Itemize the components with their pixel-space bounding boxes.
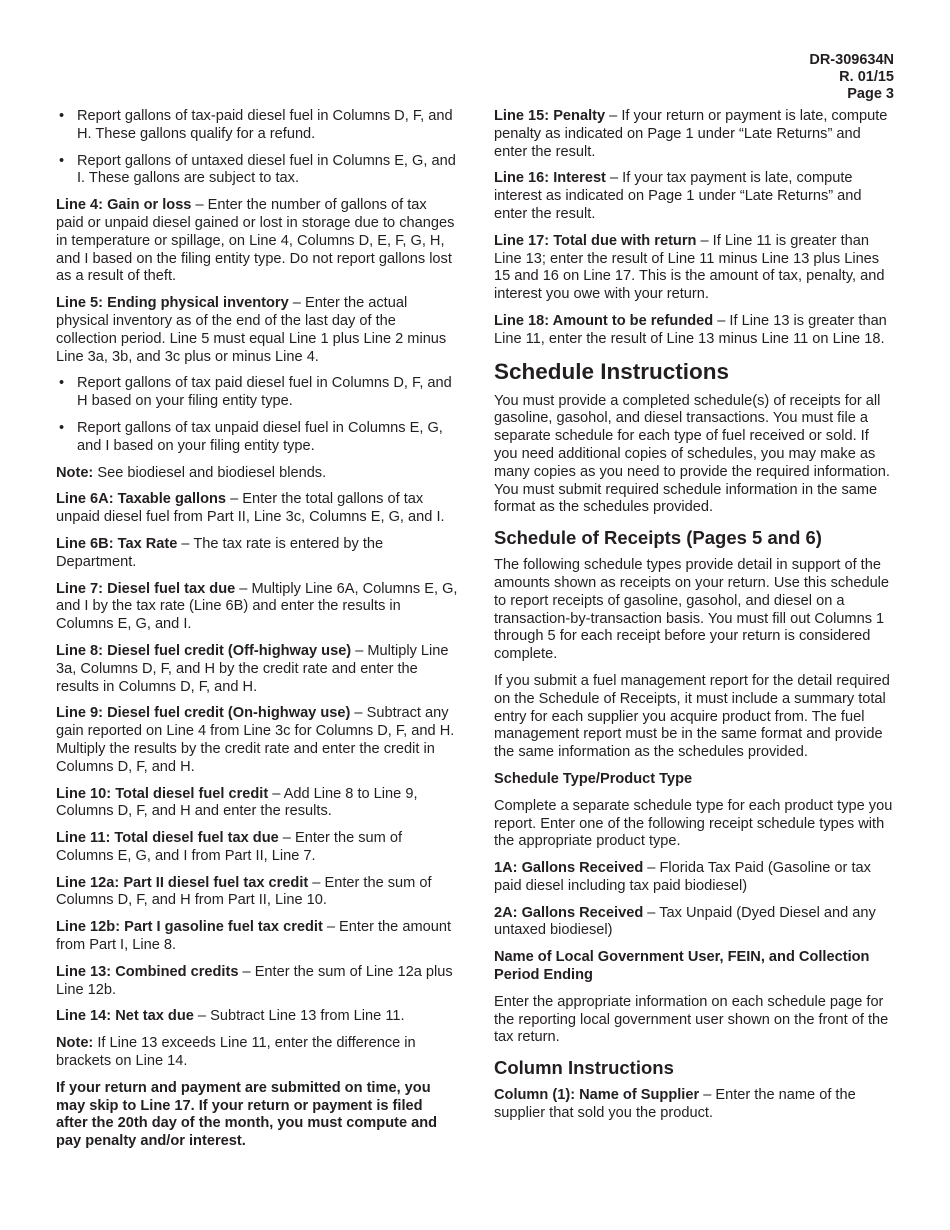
line12a-text: – Enter the sum of Columns D, F, and H from Part II, Line 10. [56, 874, 432, 909]
type-1a-paragraph [494, 860, 896, 896]
line16-text: – If your tax payment is late, compute interest as indicated on Page 1 under “Late Returns” and enter the result. [494, 170, 862, 222]
form-number: DR-309634N [809, 52, 894, 68]
line18-paragraph [494, 313, 896, 349]
column1-paragraph [494, 1087, 896, 1123]
line12b-paragraph [56, 919, 458, 955]
line15-label: Line 15: Penalty [494, 108, 606, 124]
line4-text: – Enter the number of gallons of tax paid or unpaid diesel gained or lost in storage due to changes in temperature or spillage, on Line 4, Columns D, E, F, G, H, and I based on the filing entity type. Do not report gallons lost as a result of theft. [56, 197, 455, 285]
type-2a-text: – Tax Unpaid (Dyed Diesel and any untaxed biodiesel) [494, 904, 876, 939]
type-2a-label: 2A: Gallons Received [494, 904, 644, 921]
line10-label: Line 10: Total diesel fuel credit [56, 785, 269, 802]
line13-text: – Enter the sum of Line 12a plus Line 12b. [56, 963, 453, 998]
note-biodiesel [56, 465, 458, 483]
schedule-instructions-heading: Schedule Instructions [494, 358, 730, 384]
penalty-notice: If your return and payment are submitted on time, you may skip to Line 17. If your return or payment is filed after the 20th day of the month, you must compute and pay penalty and/or interest. [56, 1079, 438, 1150]
note-line14 [56, 1035, 458, 1071]
note-text: If Line 13 exceeds Line 11, enter the difference in brackets on Line 14. [56, 1035, 416, 1070]
line6b-label: Line 6B: Tax Rate [56, 535, 178, 552]
line9-paragraph [56, 705, 458, 776]
column-instructions-heading: Column Instructions [494, 1057, 674, 1079]
bullet-list-mid [56, 375, 458, 455]
schedule-type-heading: Schedule Type/Product Type [494, 770, 693, 787]
schedule-type-text: Complete a separate schedule type for each product type you report. Enter one of the following receipt schedule types with the appropriate product type. [494, 797, 893, 850]
local-government-heading: Name of Local Government User, FEIN, and Collection Period Ending [494, 949, 870, 984]
column1-label: Column (1): Name of Supplier [494, 1087, 700, 1104]
line12a-label: Line 12a: Part II diesel fuel tax credit [56, 874, 309, 891]
line6b-paragraph [56, 536, 458, 572]
list-item: • Report gallons of untaxed diesel fuel in Columns E, G, and I. These gallons are subject to tax. [56, 153, 458, 189]
line6a-text: – Enter the total gallons of tax unpaid diesel fuel from Part II, Line 3c, Columns E, G, and I. [56, 491, 445, 526]
line10-paragraph [56, 786, 458, 822]
line6a-paragraph [56, 491, 458, 527]
note-label: Note: [56, 464, 94, 481]
line11-paragraph [56, 830, 458, 866]
line16-paragraph [494, 170, 896, 223]
line14-label: Line 14: Net tax due [56, 1008, 194, 1025]
page-number: Page 3 [847, 86, 894, 102]
line4-paragraph [56, 197, 458, 286]
schedule-receipts-text-1: The following schedule types provide detail in support of the amounts shown as receipts on your return. Use this schedule to report receipts of gasoline, gasohol, and diesel on a transaction-by-transaction basis. You must fill out Columns 1 through 5 for each receipt before your return is considered complete. [494, 557, 890, 663]
form-revision: R. 01/15 [839, 69, 894, 85]
line12a-paragraph [56, 875, 458, 911]
list-item: • Report gallons of tax unpaid diesel fuel in Columns E, G, and I based on your filing entity type. [56, 420, 458, 456]
bullet-list-top [56, 108, 458, 188]
line15-text: – If your return or payment is late, compute penalty as indicated on Page 1 under “Late Returns” and enter the result. [494, 108, 888, 160]
type-2a-paragraph [494, 905, 896, 941]
schedule-receipts-text-2: If you submit a fuel management report for the detail required on the Schedule of Receipts, it must include a summary total entry for each supplier you acquire product from. The fuel management report must be in the same format and provide the same information as the schedules provided. [494, 672, 890, 761]
line18-label: Line 18: Amount to be refunded [494, 312, 714, 329]
line5-label: Line 5: Ending physical inventory [56, 295, 289, 312]
line5-text: – Enter the actual physical inventory as of the end of the last day of the collection period. Line 5 must equal Line 1 plus Line 2 minus Line 3a, 3b, and 3c plus or minus Line 4. [56, 295, 447, 365]
schedule-instructions-text: You must provide a completed schedule(s) of receipts for all gasoline, gasohol, and diesel transactions. You must file a separate schedule for each type of fuel received or sold. If you need additional copies of schedules, you may make as many copies as you need to provide the required information. You must submit required schedule information in the same format as the schedules provided. [494, 392, 890, 516]
line16-label: Line 16: Interest [494, 170, 606, 187]
line6a-label: Line 6A: Taxable gallons [56, 491, 227, 508]
line13-paragraph [56, 964, 458, 1000]
list-item: • Report gallons of tax-paid diesel fuel in Columns D, F, and H. These gallons qualify for a refund. [56, 108, 458, 144]
line11-label: Line 11: Total diesel fuel tax due [56, 830, 279, 847]
line7-text: – Multiply Line 6A, Columns E, G, and I by the tax rate (Line 6B) and enter the results in Columns E, G, and I. [56, 580, 458, 633]
type-1a-label: 1A: Gallons Received [494, 860, 644, 877]
form-header [809, 52, 894, 103]
line8-label: Line 8: Diesel fuel credit (Off-highway use) [56, 642, 352, 659]
left-column [56, 108, 458, 1160]
line17-paragraph [494, 233, 896, 304]
line5-paragraph [56, 295, 458, 366]
line9-text: – Subtract any gain reported on Line 4 from Line 3c for Columns D, F, and H. Multiply the results by the credit rate and enter the credit in Columns D, F, and H. [56, 705, 455, 775]
line8-text: – Multiply Line 3a, Columns D, F, and H by the credit rate and enter the results in Columns D, F, and H. [56, 642, 449, 695]
line7-paragraph [56, 581, 458, 634]
line9-label: Line 9: Diesel fuel credit (On-highway use) [56, 705, 351, 722]
line8-paragraph [56, 643, 458, 696]
line7-label: Line 7: Diesel fuel tax due [56, 580, 236, 597]
schedule-receipts-heading: Schedule of Receipts (Pages 5 and 6) [494, 527, 822, 549]
line13-label: Line 13: Combined credits [56, 963, 239, 980]
right-column [494, 108, 896, 1132]
line12b-text: – Enter the amount from Part I, Line 8. [56, 919, 452, 954]
line14-paragraph [56, 1008, 458, 1026]
line10-text: – Add Line 8 to Line 9, Columns D, F, and H and enter the results. [56, 785, 418, 820]
line18-text: – If Line 13 is greater than Line 11, enter the result of Line 13 minus Line 11 on Line 18. [494, 312, 887, 347]
local-government-text: Enter the appropriate information on each schedule page for the reporting local government user shown on the front of the tax return. [494, 993, 889, 1046]
column1-text: – Enter the name of the supplier that sold you the product. [494, 1087, 856, 1122]
note-text: See biodiesel and biodiesel blends. [93, 464, 327, 481]
list-item: • Report gallons of tax paid diesel fuel in Columns D, F, and H based on your filing entity type. [56, 375, 458, 411]
line12b-label: Line 12b: Part I gasoline fuel tax credit [56, 919, 323, 936]
line17-text: – If Line 11 is greater than Line 13; enter the result of Line 11 minus Line 13 plus Lines 15 and 16 on Line 17. This is the amount of tax, penalty, and interest you owe with your return. [494, 232, 885, 303]
line11-text: – Enter the sum of Columns E, G, and I from Part II, Line 7. [56, 830, 403, 864]
line4-label: Line 4: Gain or loss [56, 197, 192, 214]
line14-text: – Subtract Line 13 from Line 11. [193, 1008, 405, 1025]
type-1a-text: – Florida Tax Paid (Gasoline or tax paid diesel including tax paid biodiesel) [494, 860, 871, 894]
line15-paragraph [494, 108, 896, 161]
note-label: Note: [56, 1035, 94, 1052]
line17-label: Line 17: Total due with return [494, 232, 697, 249]
line6b-text: – The tax rate is entered by the Department. [56, 535, 384, 570]
